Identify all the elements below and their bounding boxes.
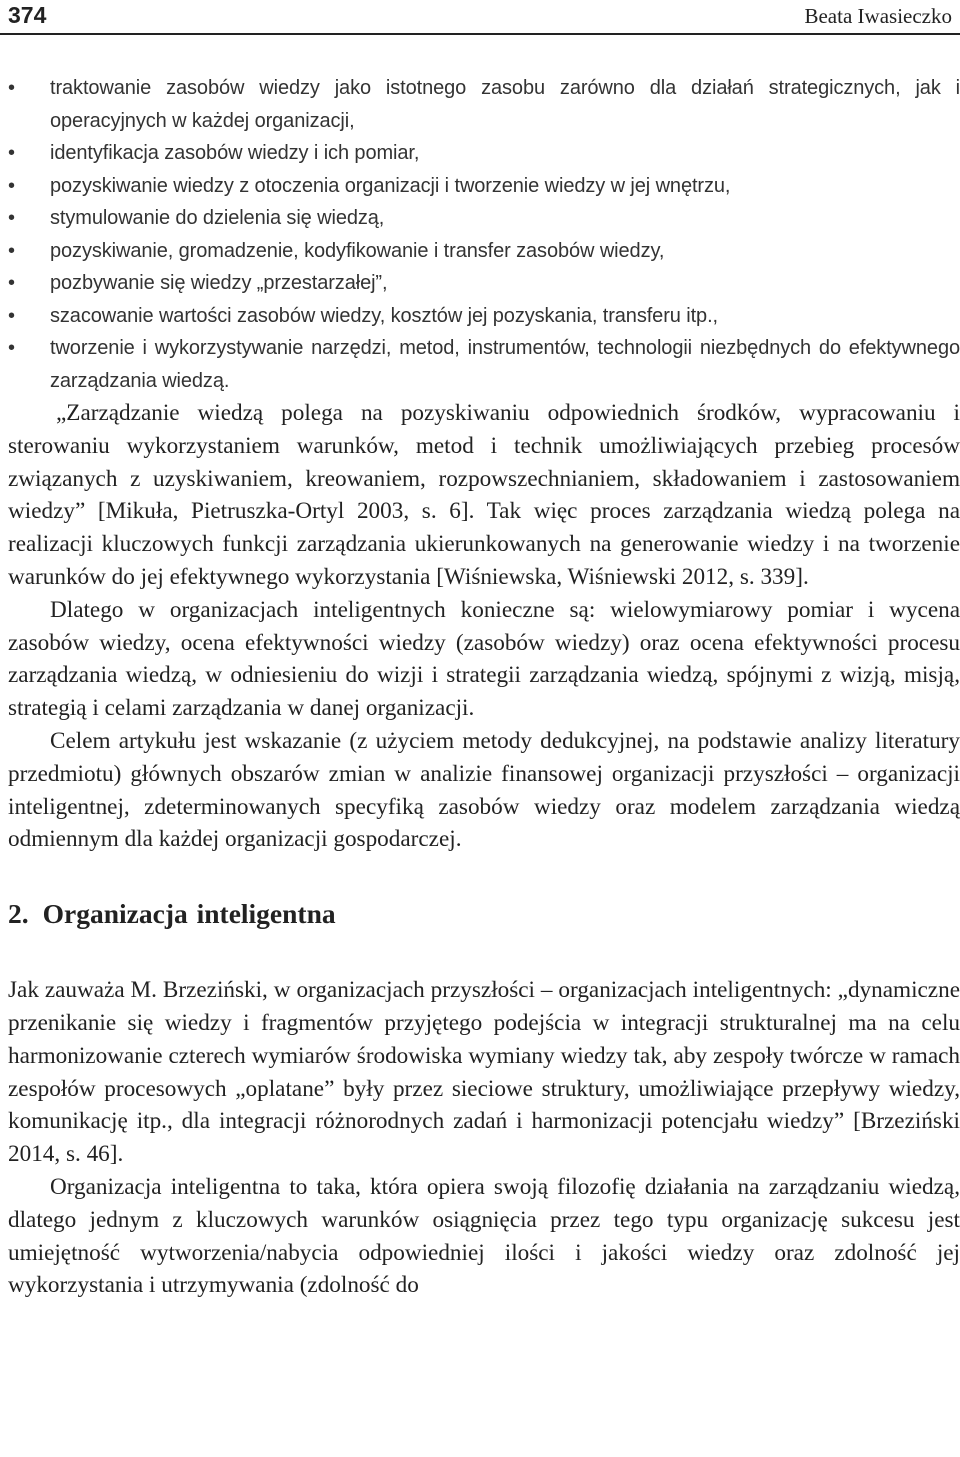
bullet-item <box>8 332 960 397</box>
paragraph-brzezinski: Jak zauważa M. Brzeziński, w organizacjach przyszłości – organizacjach inteligentnych: „dynamiczne przenikanie się wiedzy i fragmentów przyjętego podejścia w integracji strukturalnej ma na celu harmonizowanie czterech wymiarów środowiska wymiany wiedzy tak, aby zespoły twórcze w ramach zespołów procesowych „oplatane” były przez sieciowe struktury, umożliwiające przepływy wiedzy, komunikację itp., dla integracji różnorodnych zadań i harmonizacji potencjału wiedzy” [Brzeziński 2014, s. 46]. <box>8 977 960 1168</box>
section-heading <box>8 894 960 934</box>
bullet-text: identyfikacja zasobów wiedzy i ich pomiar, <box>50 142 420 164</box>
bullet-icon: • <box>8 174 15 197</box>
bullet-icon: • <box>8 304 15 327</box>
bullet-icon: • <box>8 77 15 99</box>
bullet-icon: • <box>8 337 15 359</box>
bullet-icon: • <box>8 142 15 164</box>
bullet-text: pozbywanie się wiedzy „przestarzałej”, <box>50 272 388 294</box>
paragraph-measurement: Dlatego w organizacjach inteligentnych konieczne są: wielowymiarowy pomiar i wycena zasobów wiedzy, ocena efektywności wiedzy (zasobów wiedzy) oraz ocena efektywności procesu zarządzania wiedzą, w odniesieniu do wizji i strategii zarządzania wiedzą, spójnymi z wizją, misją, strategią i celami zarządzania w danej organizacji. <box>8 596 960 722</box>
bullet-text: stymulowanie do dzielenia się wiedzą, <box>50 207 385 229</box>
paragraph-article-aim: Celem artykułu jest wskazanie (z użyciem metody dedukcyjnej, na podstawie analizy literatury przedmiotu) głównych obszarów zmian w analizie finansowej organizacji przyszłości – organizacji inteligentnej, zdeterminowanych specyfiką zasobów wiedzy oraz modelem zarządzania wiedzą odmiennym dla każdej organizacji gospodarczej. <box>8 727 960 853</box>
bullet-item <box>8 267 960 300</box>
bullet-icon: • <box>8 207 15 229</box>
bullet-icon: • <box>8 239 15 262</box>
bullet-item <box>8 300 960 333</box>
bullet-text: traktowanie zasobów wiedzy jako istotnego zasobu zarówno dla działań strategicznych, jak i operacyjnych w każdej organizacji, <box>50 77 960 132</box>
section-number: 2. <box>8 898 29 930</box>
page-header <box>0 0 960 34</box>
bullet-item <box>8 170 960 203</box>
bullet-text: tworzenie i wykorzystywanie narzędzi, metod, instrumentów, technologii niezbędnych do efektywnego zarządzania wiedzą. <box>50 337 960 392</box>
bullet-text: pozyskiwanie wiedzy z otoczenia organizacji i tworzenie wiedzy w jej wnętrzu, <box>50 174 731 197</box>
bullet-item <box>8 72 960 137</box>
page-body <box>8 72 960 1302</box>
bullet-text: szacowanie wartości zasobów wiedzy, kosztów jej pozyskania, transferu itp., <box>50 304 718 327</box>
paragraph-quote-definition: „Zarządzanie wiedzą polega na pozyskiwaniu odpowiednich środków, wypracowaniu i sterowaniu wykorzystaniem warunków, metod i technik umożliwiających przebieg procesów związanych z uzyskiwaniem, kreowaniem, rozpowszechnianiem, składowaniem i zastosowaniem wiedzy” [Mikuła, Pietruszka-Ortyl 2003, s. 6]. Tak więc proces zarządzania wiedzą polega na realizacji kluczowych funkcji zarządzania ukierunkowanych na generowanie wiedzy i na tworzenie warunków do jej efektywnego wykorzystania [Wiśniewska, Wiśniewski 2012, s. 339]. <box>8 400 960 590</box>
running-head-author: Beata Iwasieczko <box>804 4 952 28</box>
section-title: Organizacja inteligentna <box>42 898 336 930</box>
header-rule <box>0 33 960 35</box>
bullet-text: pozyskiwanie, gromadzenie, kodyfikowanie i transfer zasobów wiedzy, <box>50 239 665 262</box>
paragraph-intelligent-org: Organizacja inteligentna to taka, która opiera swoją filozofię działania na zarządzaniu wiedzą, dlatego jednym z kluczowych warunków osiągnięcia przez tego typu organizację sukcesu jest umiejętność wytworzenia/nabycia odpowiedniej ilości i jakości wiedzy oraz zdolność jej wykorzystania i utrzymywania (zdolność do <box>8 1173 960 1299</box>
bullet-list <box>8 72 960 397</box>
bullet-icon: • <box>8 272 15 294</box>
bullet-item <box>8 235 960 268</box>
bullet-item <box>8 137 960 170</box>
bullet-item <box>8 202 960 235</box>
page-number: 374 <box>8 2 47 28</box>
